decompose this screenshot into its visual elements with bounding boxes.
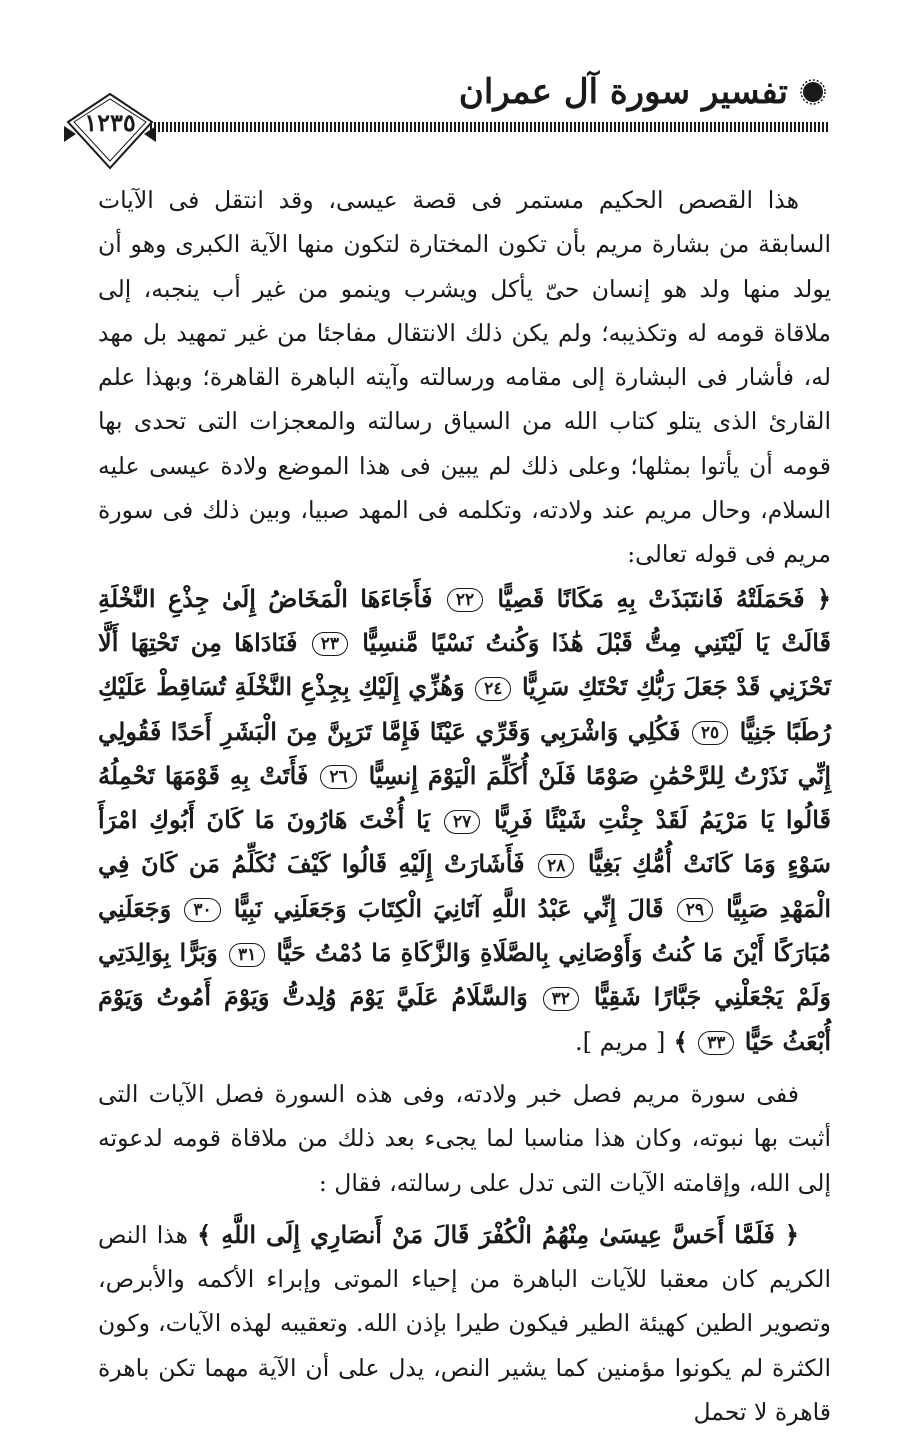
ayah-number: ٢٤	[475, 677, 511, 701]
surah-reference: [ مريم ].	[574, 1027, 666, 1056]
verse-text: قَالَ إِنِّي عَبْدُ اللَّهِ آتَانِيَ الْكِتَابَ وَجَعَلَنِي نَبِيًّا	[233, 893, 664, 923]
quran-quote: ﴿ فَلَمَّا أَحَسَّ عِيسَىٰ مِنْهُمُ الْكُفْرَ قَالَ مَنْ أَنصَارِي إِلَى اللَّهِ ﴾	[197, 1219, 799, 1249]
verse-text: فَنَادَاهَا مِن تَحْتِهَا أَلَّا تَحْزَنِي قَدْ جَعَلَ رَبُّكِ تَحْتَكِ سَرِيًّا	[98, 627, 831, 702]
ayah-number: ٣٢	[543, 987, 579, 1011]
ayah-number: ٢٦	[320, 765, 356, 789]
verse-text: وَالسَّلَامُ عَلَيَّ يَوْمَ وُلِدتُّ وَيَوْمَ أَمُوتُ وَيَوْمَ أُبْعَثُ حَيًّا	[98, 982, 831, 1056]
ayah-number: ٣٣	[698, 1031, 734, 1055]
verse-text: وَجَعَلَنِي مُبَارَكًا أَيْنَ مَا كُنتُ وَأَوْصَانِي بِالصَّلَاةِ وَالزَّكَاةِ مَا دُمْتُ حَيًّا	[98, 893, 832, 968]
verse-text: فَحَمَلَتْهُ فَانتَبَذَتْ بِهِ مَكَانًا قَصِيًّا	[497, 583, 805, 613]
ayah-number: ٢٩	[677, 898, 713, 922]
quran-close-bracket: ﴾	[673, 1026, 688, 1056]
quran-block	[98, 577, 831, 1064]
running-header	[459, 72, 826, 112]
ayah-number: ٢٣	[312, 632, 348, 656]
ayah-number: ٢٥	[692, 721, 728, 745]
body-text	[98, 178, 831, 1434]
page-number: ١٢٣٥	[84, 108, 136, 137]
verse-text: وَهُزِّي إِلَيْكِ بِجِذْعِ النَّخْلَةِ تُسَاقِطْ عَلَيْكِ رُطَبًا جَنِيًّا	[98, 672, 832, 746]
header-rule	[150, 122, 829, 132]
verse-text: يَا أُخْتَ هَارُونَ مَا كَانَ أَبُوكِ امْرَأَ سَوْءٍ وَمَا كَانَتْ أُمُّكِ بَغِيًّا	[98, 805, 831, 879]
paragraph-second: ففى سورة مريم فصل خبر ولادته، وفى هذه السورة فصل الآيات التى أثبت بها نبوته، وكان هذا مناسبا لما يجىء بعد ذلك من ملاقاة قومه لدعوته إلى الله، وإقامته الآيات التى تدل على رسالته، فقال :	[98, 1079, 831, 1197]
ornament-icon	[800, 79, 826, 105]
verse-text: فَأَتَتْ بِهِ قَوْمَهَا تَحْمِلُهُ قَالُوا يَا مَرْيَمُ لَقَدْ جِئْتِ شَيْئًا فَرِيًّا	[98, 760, 832, 835]
ayah-number: ٣٠	[184, 898, 220, 922]
verse-text: فَكُلِي وَاشْرَبِي وَقَرِّي عَيْنًا فَإِمَّا تَرَيِنَّ مِنَ الْبَشَرِ أَحَدًا فَقُولِي إِنِّي نَذَرْتُ لِلرَّحْمَٰنِ صَوْمًا فَلَنْ أُكَلِّمَ الْيَوْمَ إِنسِيًّا	[98, 716, 832, 790]
verse-text: وَبَرًّا بِوَالِدَتِي وَلَمْ يَجْعَلْنِي جَبَّارًا شَقِيًّا	[98, 938, 831, 1012]
paragraph-intro: هذا القصص الحكيم مستمر فى قصة عيسى، وقد انتقل فى الآيات السابقة من بشارة مريم بأن تكون المختارة لتكون منها الآية الكبرى وهو أن يولد منها ولد هو إنسان حىّ يأكل ويشرب وينمو من غير أب ينجبه، إلى ملاقاة قومه له وتكذيبه؛ ولم يكن ذلك الانتقال مفاجئا من غير تمهيد بل مهد له، فأشار فى البشارة إلى مقامه ورسالته وآيته الباهرة القاهرة؛ وبهذا علم القارئ الذى يتلو كتاب الله من السياق رسالته والمعجزات التى تحدى بها قومه أن يأتوا بمثلها؛ وعلى ذلك لم يبين فى هذا الموضع ولادة عيسى عليه السلام، وحال مريم عند ولادته، وتكلمه فى المهد صبيا، وبين ذلك فى سورة مريم فى قوله تعالى:	[98, 186, 831, 569]
verse-text: فَأَجَاءَهَا الْمَخَاضُ إِلَىٰ جِذْعِ النَّخْلَةِ قَالَتْ يَا لَيْتَنِي مِتُّ قَبْلَ هَٰذَا وَكُنتُ نَسْيًا مَّنسِيًّا	[98, 583, 831, 657]
running-title: تفسير سورة آل عمران	[458, 72, 788, 112]
quran-open-bracket: ﴿	[816, 583, 832, 613]
paragraph-third	[98, 1213, 831, 1434]
ayah-number: ٢٧	[444, 810, 480, 834]
ayah-number: ٣١	[229, 943, 265, 967]
ayah-number: ٢٢	[447, 588, 483, 612]
verse-text: فَأَشَارَتْ إِلَيْهِ قَالُوا كَيْفَ نُكَلِّمُ مَن كَانَ فِي الْمَهْدِ صَبِيًّا	[98, 849, 831, 923]
ayah-number: ٢٨	[538, 854, 574, 878]
paragraph-third-text: هذا النص الكريم كان معقبا للآيات الباهرة من إحياء الموتى وإبراء الأكمه والأبرص، وتصوير الطين كهيئة الطير فيكون طيرا بإذن الله. وتعقيبه لهذه الآيات، وكون الكثرة لم يكونوا مؤمنين كما يشير النص، يدل على أن الآية مهما تكن باهرة قاهرة لا تحمل	[98, 1220, 831, 1427]
